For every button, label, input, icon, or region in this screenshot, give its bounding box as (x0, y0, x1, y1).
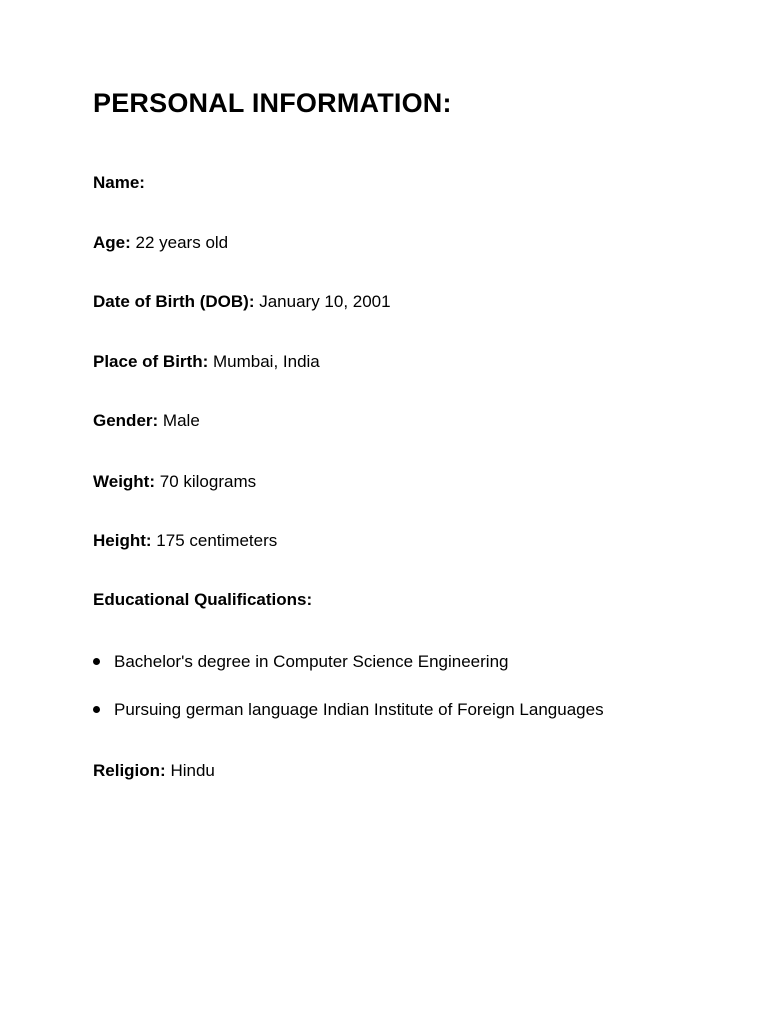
name-label: Name: (93, 173, 145, 192)
weight-label: Weight: (93, 472, 156, 491)
place-of-birth-label: Place of Birth: (93, 352, 209, 371)
education-label: Educational Qualifications: (93, 590, 313, 609)
gender-field (93, 410, 200, 432)
dob-field (93, 291, 391, 313)
height-label: Height: (93, 531, 152, 550)
place-of-birth-value: Mumbai, India (212, 352, 320, 371)
bullet-icon (93, 706, 100, 713)
age-value: 22 years old (135, 233, 229, 252)
weight-value: 70 kilograms (159, 472, 257, 491)
age-field (93, 232, 228, 254)
height-value: 175 centimeters (156, 531, 278, 550)
page-title: PERSONAL INFORMATION: (93, 88, 452, 118)
education-item-text: Bachelor's degree in Computer Science Engineering (114, 652, 509, 671)
place-of-birth-field (93, 351, 320, 373)
religion-field (93, 760, 215, 782)
gender-label: Gender: (93, 411, 159, 430)
height-field (93, 530, 277, 552)
dob-label: Date of Birth (DOB): (93, 292, 255, 311)
gender-value: Male (162, 411, 200, 430)
education-heading (93, 589, 312, 611)
education-list-item (93, 651, 508, 673)
weight-field (93, 471, 256, 493)
religion-label: Religion: (93, 761, 166, 780)
education-list-item (93, 699, 604, 721)
age-label: Age: (93, 233, 131, 252)
name-field (93, 172, 145, 194)
bullet-icon (93, 658, 100, 665)
dob-value: January 10, 2001 (259, 292, 391, 311)
religion-value: Hindu (170, 761, 215, 780)
education-item-text: Pursuing german language Indian Institute of Foreign Languages (114, 700, 604, 719)
